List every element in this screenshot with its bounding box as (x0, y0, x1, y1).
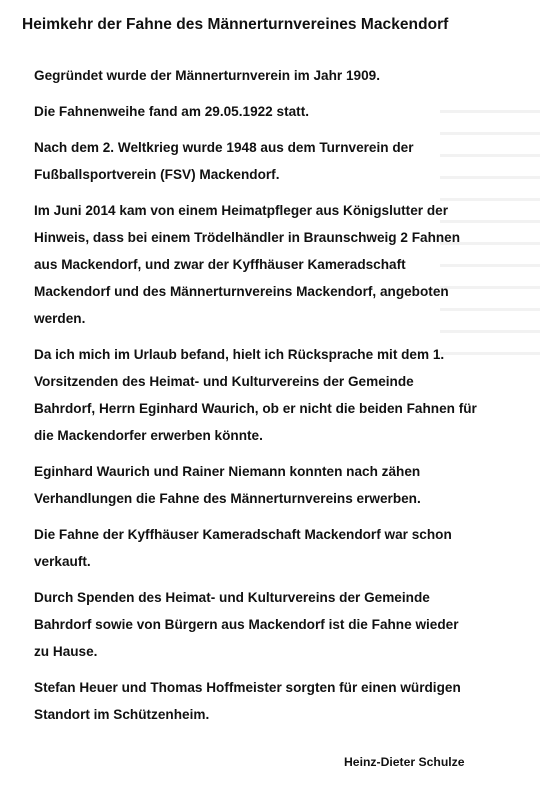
text-line: zu Hause. (34, 644, 98, 659)
text-line: verkauft. (34, 554, 91, 569)
text-line: Fußballsportverein (FSV) Mackendorf. (34, 167, 280, 182)
text-line: Standort im Schützenheim. (34, 707, 210, 722)
text-line: Da ich mich im Urlaub befand, hielt ich Rücksprache mit dem 1. (34, 347, 445, 362)
text-line: die Mackendorfer erwerben könnte. (34, 428, 263, 443)
text-line: Vorsitzenden des Heimat- und Kulturvereins der Gemeinde (34, 374, 414, 389)
text-line: Die Fahne der Kyffhäuser Kameradschaft Mackendorf war schon (34, 527, 452, 542)
paragraph-location (34, 674, 534, 728)
text-line: Hinweis, dass bei einem Trödelhändler in Braunschweig 2 Fahnen (34, 230, 461, 245)
paragraph-postwar (34, 134, 534, 188)
document-title: Heimkehr der Fahne des Männerturnvereines Mackendorf (22, 16, 449, 33)
text-line: Die Fahnenweihe fand am 29.05.1922 statt. (34, 104, 310, 119)
text-line: Bahrdorf sowie von Bürgern aus Mackendorf ist die Fahne wieder (34, 617, 459, 632)
paragraph-founding (34, 62, 534, 89)
author-signature: Heinz-Dieter Schulze (344, 755, 465, 769)
paragraph-donations (34, 584, 534, 665)
text-line: Nach dem 2. Weltkrieg wurde 1948 aus dem Turnverein der (34, 140, 414, 155)
text-line: Eginhard Waurich und Rainer Niemann konnten nach zähen (34, 464, 421, 479)
text-line: aus Mackendorf, und zwar der Kyffhäuser Kameradschaft (34, 257, 406, 272)
text-line: Im Juni 2014 kam von einem Heimatpfleger aus Königslutter der (34, 203, 448, 218)
paragraph-purchase (34, 458, 534, 512)
paragraph-discovery (34, 197, 534, 332)
text-line: Durch Spenden des Heimat- und Kulturvereins der Gemeinde (34, 590, 430, 605)
text-line: Verhandlungen die Fahne des Männerturnvereins erwerben. (34, 491, 421, 506)
text-line: Stefan Heuer und Thomas Hoffmeister sorgten für einen würdigen (34, 680, 461, 695)
paragraph-consultation (34, 341, 534, 449)
text-line: Bahrdorf, Herrn Eginhard Waurich, ob er nicht die beiden Fahnen für (34, 401, 477, 416)
paragraph-consecration (34, 98, 534, 125)
document-body (34, 62, 534, 737)
text-line: Gegründet wurde der Männerturnverein im Jahr 1909. (34, 68, 380, 83)
text-line: Mackendorf und des Männerturnvereins Mackendorf, angeboten (34, 284, 449, 299)
paragraph-sold (34, 521, 534, 575)
text-line: werden. (34, 311, 86, 326)
